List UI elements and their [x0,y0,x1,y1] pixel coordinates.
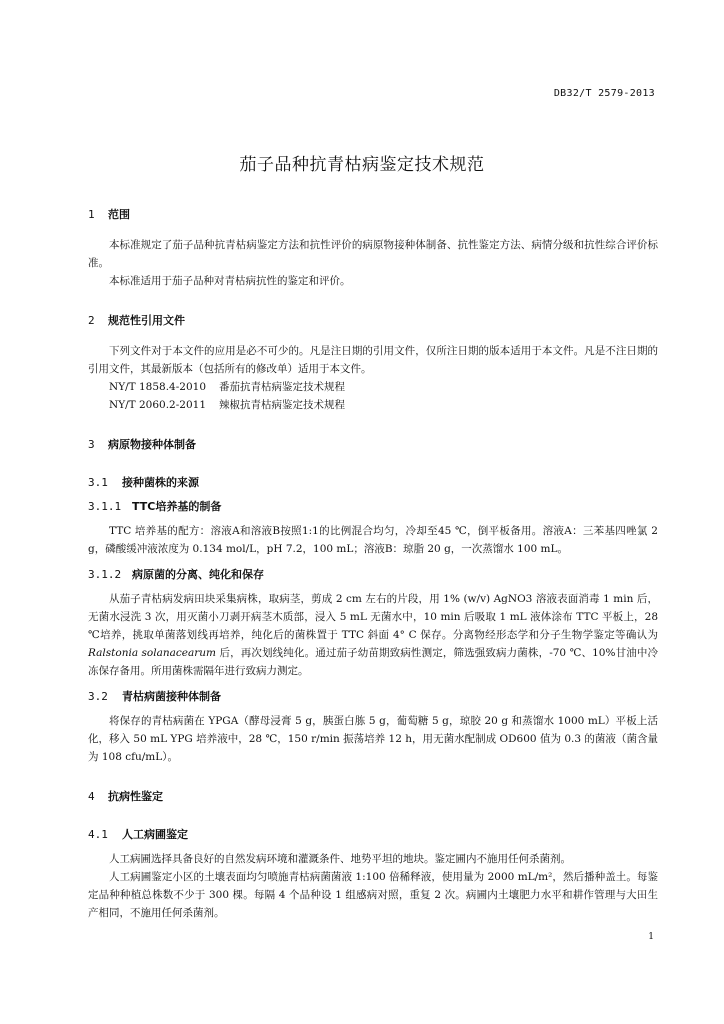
reference-item: NY/T 2060.2-2011 辣椒抗青枯病鉴定技术规程 [109,399,345,411]
section-3-1-2-heading: 3.1.2 病原菌的分离、纯化和保存 [88,568,264,581]
section-1-paragraph: 本标准适用于茄子品种对青枯病抗性的鉴定和评价。 [109,275,351,287]
document-code: DB32/T 2579-2013 [553,88,655,99]
section-2-paragraph: 下列文件对于本文件的应用是必不可少的。凡是注日期的引用文件，仅所注日期的版本适用于本文件。凡是不注日期的引用文件，其最新版本（包括所有的修改单）适用于本文件。 [88,345,658,375]
section-4-1-heading: 4.1 人工病圃鉴定 [88,828,188,841]
section-3-heading: 3 病原物接种体制备 [88,438,196,451]
section-4-1-paragraph: 人工病圃选择具备良好的自然发病环境和灌溉条件、地势平坦的地块。鉴定圃内不施用任何杀菌剂。 [109,853,571,865]
section-1-paragraph: 本标准规定了茄子品种抗青枯病鉴定方法和抗性评价的病原物接种体制备、抗性鉴定方法、病情分级和抗性综合评价标准。 [88,239,658,269]
section-3-1-heading: 3.1 接种菌株的来源 [88,476,199,489]
section-3-1-1-paragraph: TTC 培养基的配方：溶液A和溶液B按照1:1的比例混合均匀，冷却至45 ℃，倒平板备用。溶液A：三苯基四唑氯 2 g，磷酸缓冲液浓度为 0.134 mol/L，pH 7.2，100 mL；溶液B：琼脂 20 g，一次蒸馏水 100 mL。 [88,525,658,555]
reference-item: NY/T 1858.4-2010 番茄抗青枯病鉴定技术规程 [109,381,345,393]
section-2-heading: 2 规范性引用文件 [88,314,185,327]
species-name: Ralstonia solanacearum [88,647,216,659]
section-3-2-heading: 3.2 青枯病菌接种体制备 [88,690,221,703]
document-title: 茄子品种抗青枯病鉴定技术规范 [239,155,485,175]
section-3-1-1-heading: 3.1.1 TTC培养基的制备 [88,500,222,513]
document-body [88,206,658,922]
section-4-heading: 4 抗病性鉴定 [88,790,163,803]
section-4-1-paragraph: 人工病圃鉴定小区的土壤表面均匀喷施青枯病菌菌液 1:100 倍稀释液，使用量为 2000 mL/m²，然后播种盖土。每鉴定品种种植总株数不少于 300 棵。每隔 4 个品种设 1 组感病对照，重复 2 次。病圃内土壤肥力水平和耕作管理与大田生产相同，不施用任何杀菌剂。 [88,871,658,919]
page-number: 1 [648,932,654,942]
section-3-1-2-paragraph: 从茄子青枯病发病田块采集病株，取病茎，剪成 2 cm 左右的片段，用 1% (w/v) AgNO3 溶液表面消毒 1 min 后，无菌水浸洗 3 次，用灭菌小刀剥开病茎木质部，浸入 5 mL 无菌水中，10 min 后吸取 1 mL 液体涂布 TTC 平板上，28 ℃培养，挑取单菌落划线再培养，纯化后的菌株置于 TTC 斜面 4° C 保存。分离物经形态学和分子生物学鉴定等确认为 Ralstonia solanacearum 后，再次划线纯化。通过茄子幼苗期致病性测定，筛选强致病力菌株，-70 ℃、10%甘油中冷冻保存备用。所用菌株需隔年进行致病力测定。 [88,593,658,677]
section-1-heading: 1 范围 [88,208,130,221]
section-3-2-paragraph: 将保存的青枯病菌在 YPGA（酵母浸膏 5 g，胰蛋白胨 5 g，葡萄糖 5 g，琼胶 20 g 和蒸馏水 1000 mL）平板上活化，移入 50 mL YPG 培养液中，28 ℃，150 r/min 振荡培养 12 h，用无菌水配制成 OD600 值为 0.3 的菌液（菌含量为 108 cfu/mL）。 [88,715,658,763]
